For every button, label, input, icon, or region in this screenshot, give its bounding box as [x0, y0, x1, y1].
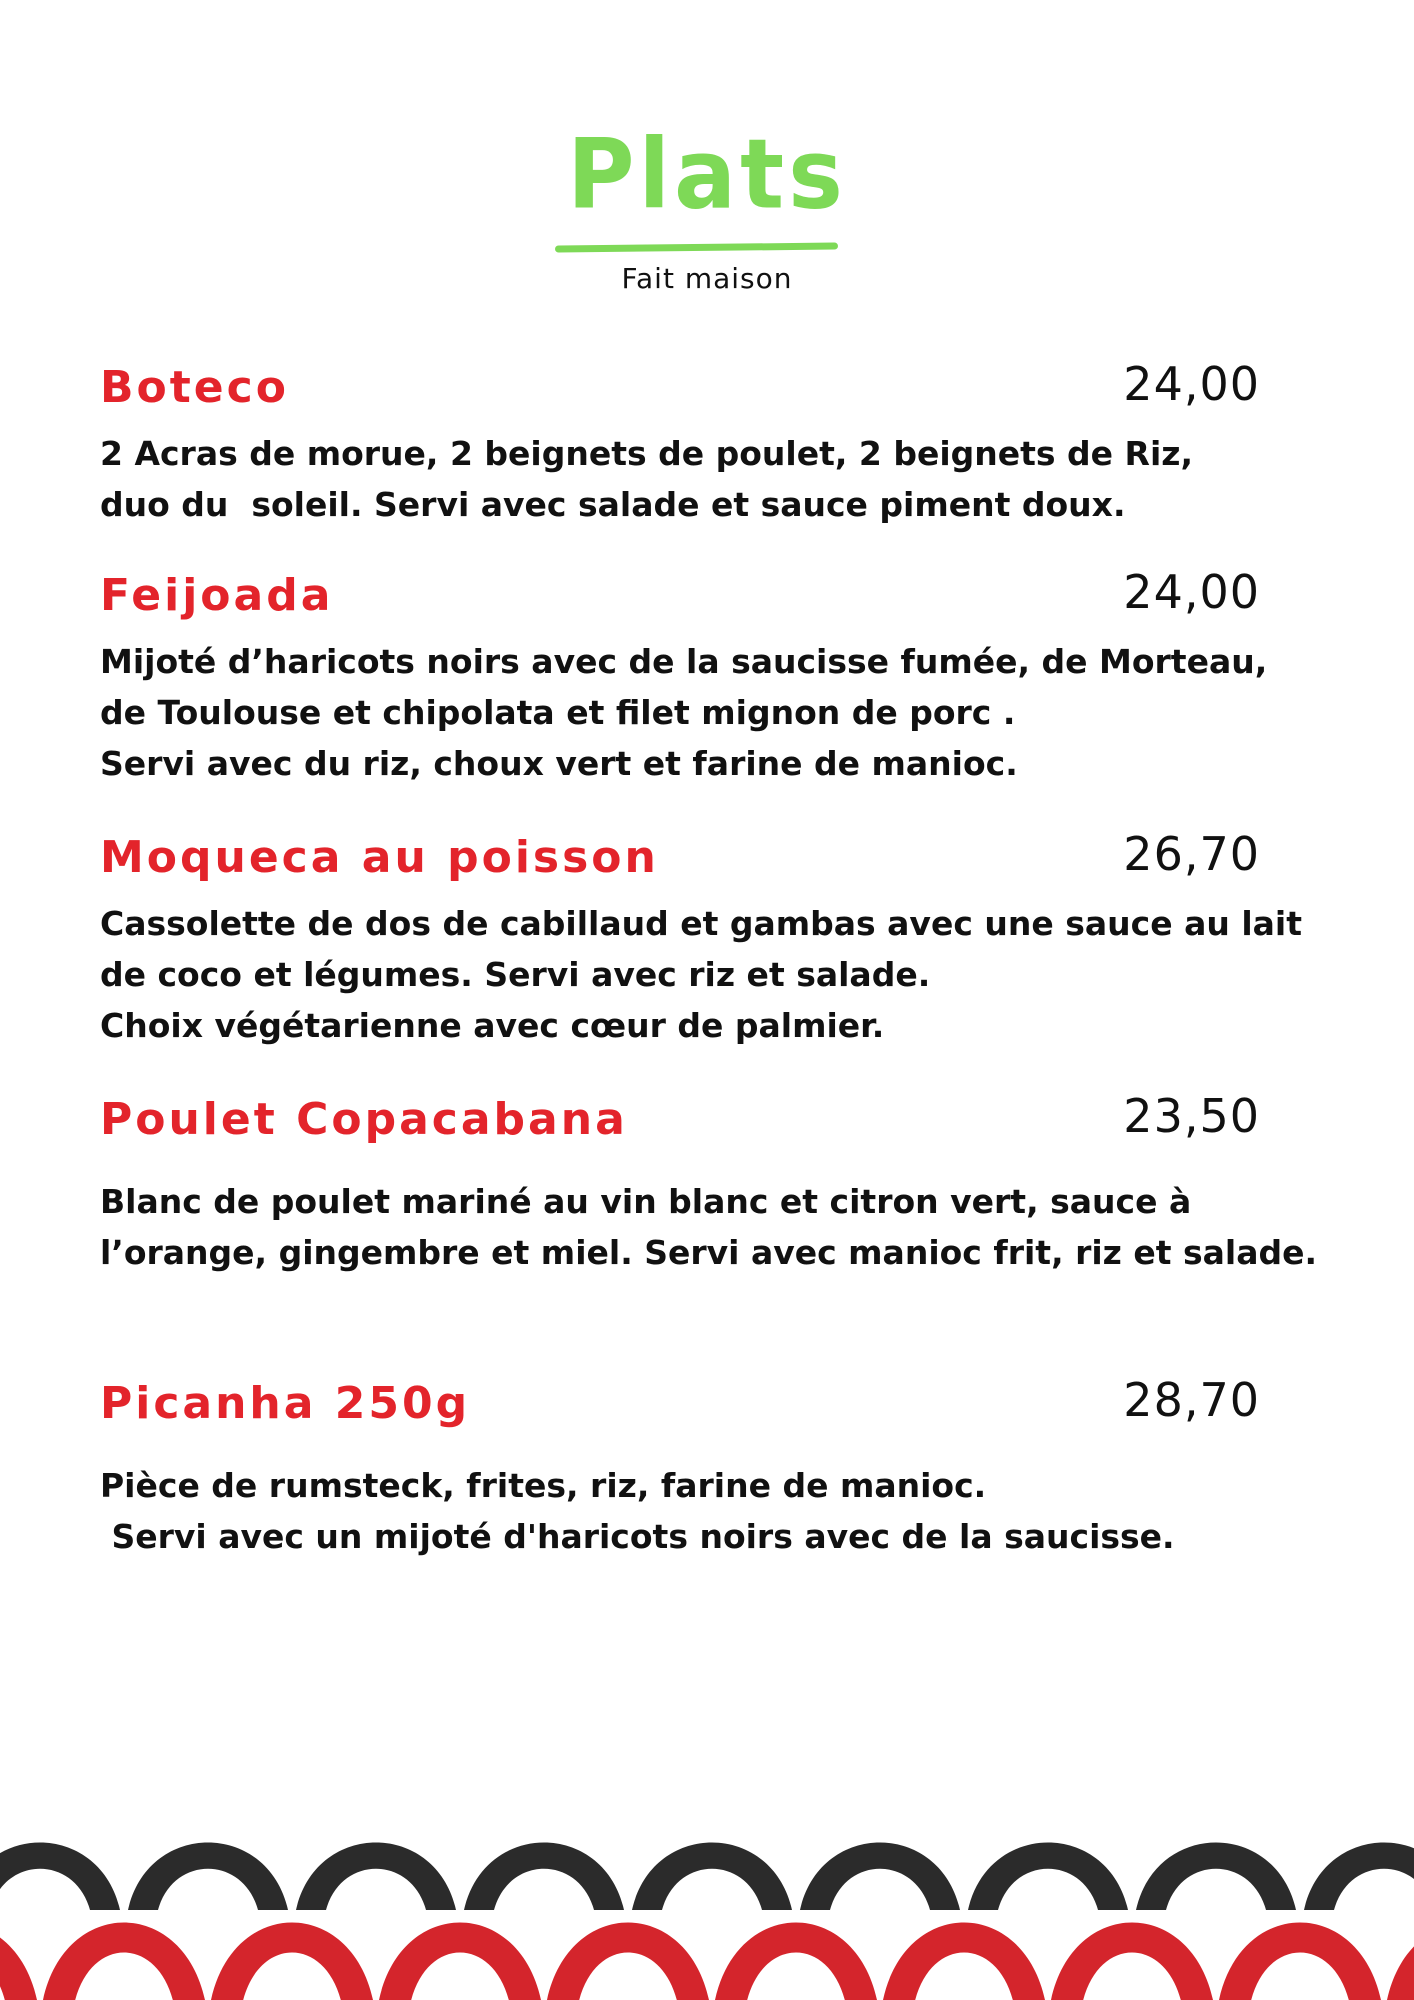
wave-arch-red — [1218, 1923, 1382, 2000]
wave-arch-black — [296, 1843, 456, 1911]
wave-arch-black — [1304, 1843, 1414, 1911]
dish-name: Picanha 250g — [100, 1378, 471, 1429]
description-line: Choix végétarienne avec cœur de palmier. — [100, 1006, 885, 1045]
description-line: de Toulouse et chipolata et filet mignon de porc . — [100, 693, 1016, 732]
description-line: Pièce de rumsteck, frites, riz, farine de manioc. — [100, 1466, 987, 1505]
wave-arch-red — [882, 1923, 1046, 2000]
description-line: Mijoté d’haricots noirs avec de la saucisse fumée, de Morteau, — [100, 642, 1268, 681]
dish-description — [100, 1176, 1340, 1278]
dish-description — [100, 428, 1340, 530]
description-line: 2 Acras de morue, 2 beignets de poulet, 2 beignets de Riz, — [100, 434, 1194, 473]
wave-row-black — [0, 1843, 1414, 1911]
dish-price: 24,00 — [1123, 357, 1260, 411]
description-line: l’orange, gingembre et miel. Servi avec manioc frit, riz et salade. — [100, 1233, 1318, 1272]
page-title: Plats — [567, 118, 847, 231]
dish-price: 24,00 — [1123, 565, 1260, 619]
menu-header — [0, 118, 1414, 295]
description-line: Servi avec un mijoté d'haricots noirs avec de la saucisse. — [100, 1517, 1175, 1556]
wave-arch-red — [1050, 1923, 1214, 2000]
wave-arch-red — [210, 1923, 374, 2000]
dish-price: 23,50 — [1123, 1089, 1260, 1143]
wave-arch-red — [714, 1923, 878, 2000]
wave-arch-black — [128, 1843, 288, 1911]
wave-pattern-decoration — [0, 1800, 1414, 2000]
dish-description — [100, 636, 1340, 789]
wave-arch-red — [546, 1923, 710, 2000]
description-line: de coco et légumes. Servi avec riz et salade. — [100, 955, 931, 994]
dish-description — [100, 898, 1340, 1051]
description-line: duo du soleil. Servi avec salade et sauce piment doux. — [100, 485, 1126, 524]
dish-name: Moqueca au poisson — [100, 832, 659, 883]
wave-arch-black — [0, 1843, 120, 1911]
description-line: Cassolette de dos de cabillaud et gambas avec une sauce au lait — [100, 904, 1302, 943]
wave-arch-black — [1136, 1843, 1296, 1911]
dish-description — [100, 1460, 1340, 1562]
description-line: Blanc de poulet mariné au vin blanc et citron vert, sauce à — [100, 1182, 1192, 1221]
description-line: Servi avec du riz, choux vert et farine de manioc. — [100, 744, 1018, 783]
dish-price: 28,70 — [1123, 1373, 1260, 1427]
wave-arch-red — [378, 1923, 542, 2000]
wave-arch-black — [968, 1843, 1128, 1911]
dish-name: Boteco — [100, 362, 289, 413]
wave-arch-red — [1386, 1923, 1414, 2000]
dish-name: Feijoada — [100, 570, 334, 621]
page-subtitle: Fait maison — [621, 262, 793, 295]
wave-arch-black — [464, 1843, 624, 1911]
title-underline — [555, 243, 838, 253]
wave-row-red — [0, 1923, 1414, 2000]
dish-price: 26,70 — [1123, 827, 1260, 881]
dish-name: Poulet Copacabana — [100, 1094, 628, 1145]
wave-arch-black — [800, 1843, 960, 1911]
wave-arch-red — [0, 1923, 38, 2000]
wave-arch-black — [632, 1843, 792, 1911]
wave-arch-red — [42, 1923, 206, 2000]
